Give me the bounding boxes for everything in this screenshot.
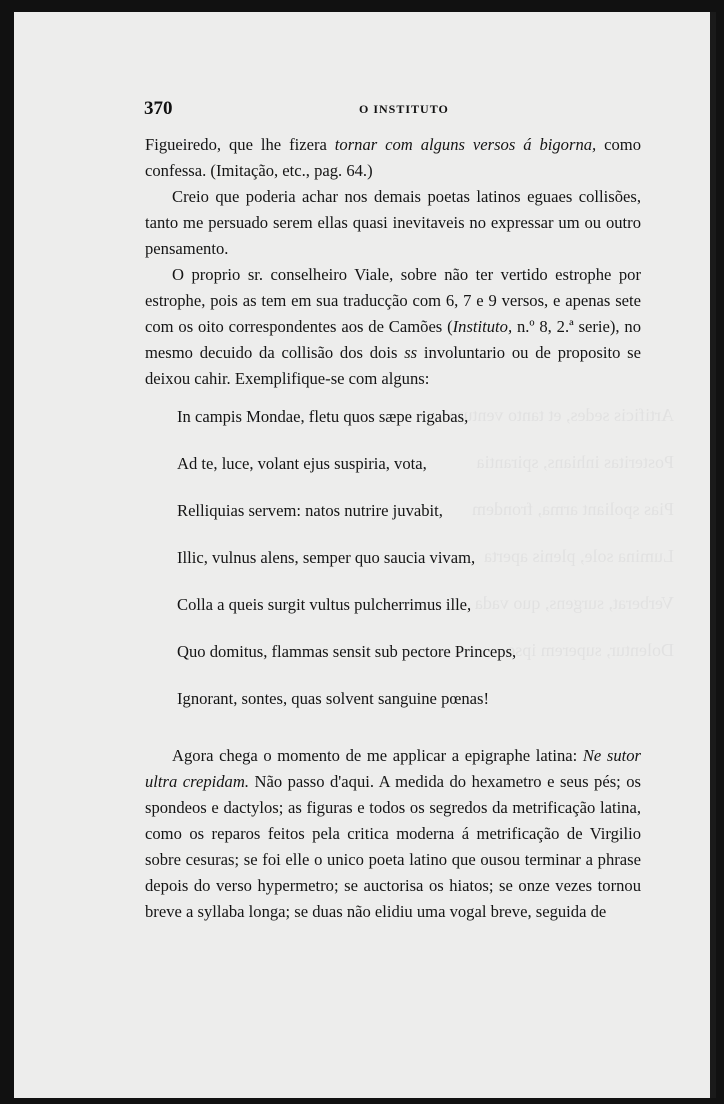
- latin-verses: [177, 404, 641, 733]
- page-header: [144, 98, 644, 122]
- verse-line: Illic, vulnus alens, semper quo saucia vivam,: [177, 548, 476, 567]
- book-page: [14, 12, 716, 1098]
- paragraph-1: Figueiredo, que lhe fizera tornar com alguns versos á bigorna, como confessa. (Imitação, etc., pag. 64.): [145, 135, 641, 180]
- verse-line: In campis Mondae, fletu quos sæpe rigabas,: [177, 407, 469, 426]
- bleed-through-text: Artificis sedes, et tanto venturo Posteritas inhians, spirantia Pias spoliant arma, frondem Lumina sole, plenis aperta Verberat, surgens, quo vada Dolentur, superem ipse: [448, 405, 674, 660]
- running-title: O INSTITUTO: [359, 102, 449, 116]
- page-number: 370: [144, 98, 173, 119]
- verse-line: Ad te, luce, volant ejus suspiria, vota,: [177, 454, 427, 473]
- verse-line: Colla a queis surgit vultus pulcherrimus ille,: [177, 595, 472, 614]
- paragraph-2: Creio que poderia achar nos demais poetas latinos eguaes collisões, tanto me persuado serem ellas quasi inevitaveis no expressar um ou outro pensamento.: [145, 187, 641, 258]
- verse-line: Relliquias servem: natos nutrire juvabit,: [177, 501, 443, 520]
- body-text: [145, 132, 641, 925]
- verse-line: Quo domitus, flammas sensit sub pectore Princeps,: [177, 642, 517, 661]
- paragraph-3: O proprio sr. conselheiro Viale, sobre não ter vertido estrophe por estrophe, pois as tem em sua traducção com 6, 7 e 9 versos, e apenas sete com os oito correspondentes aos de Camões (Instituto, n.º 8, 2.ª serie), no mesmo decuido da collisão dos dois ss involuntario ou de proposito se deixou cahir. Exemplifique-se com alguns:: [145, 265, 641, 388]
- verse-line: Ignorant, sontes, quas solvent sanguine pœnas!: [177, 689, 489, 708]
- paragraph-4: Agora chega o momento de me applicar a epigraphe latina: Ne sutor ultra crepidam. Não passo d'aqui. A medida do hexametro e seus pés; os spondeos e dactylos; as figuras e todos os segredos da metrificação latina, como os reparos feitos pela critica moderna á metrificação de Virgilio sobre cesuras; se foi elle o unico poeta latino que ousou terminar a phrase depois do verso hypermetro; se auctorisa os hiatos; se onze vezes tornou breve a syllaba longa; se duas não elidiu uma vogal breve, seguida de: [145, 746, 642, 921]
